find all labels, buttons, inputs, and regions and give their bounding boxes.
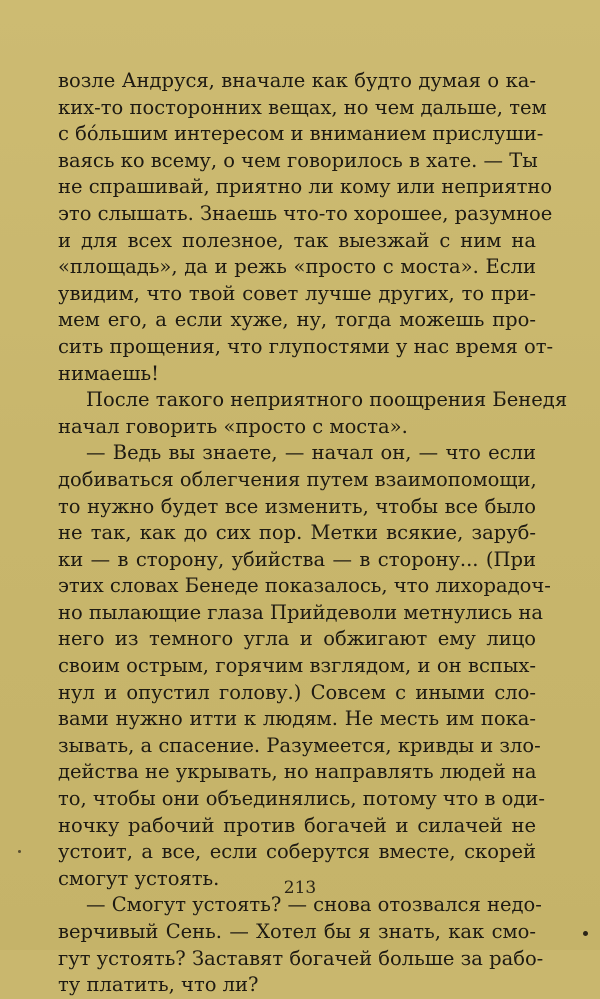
text-line: не так, как до сих пор. Метки всякие, заруб- [58,521,536,545]
page-speck [583,931,588,936]
text-line: «площадь», да и режь «просто с моста». Если [58,255,536,279]
text-line: возле Андруся, вначале как будто думая о ка- [58,69,536,92]
text-line: и для всех полезное, так выезжай с ним на [58,228,536,252]
text-line: но пылающие глаза Прийдеволи метнулись на [58,600,544,624]
text-line: ких-то посторонних вещах, но чем дальше, тем [58,95,547,119]
text-line: сить прощения, что глупостями у нас время от- [58,334,554,358]
text-line: нул и опустил голову.) Совсем с иными сло- [58,680,536,704]
text-line: то нужно будет все изменить, чтобы все было [58,494,536,518]
text-line: этих словах Бенеде показалось, что лихорадоч- [58,574,551,598]
text-line: увидим, что твой совет лучше других, то при- [58,281,536,305]
text-line: гут устоять? Заставят богачей больше за рабо- [58,946,544,970]
text-line: зывать, а спасение. Разумеется, кривды и зло- [58,733,541,757]
text-line: верчивый Сень. — Хотел бы я знать, как смо- [58,920,536,943]
text-line: ночку рабочий против богачей и силачей не [58,813,536,837]
text-line: устоит, а все, если соберутся вместе, скорей [58,840,536,864]
text-line: ваясь ко всему, о чем говорилось в хате. — Ты [58,148,538,172]
text-line: — Ведь вы знаете, — начал он, — что если [86,441,536,465]
text-line: смогут устоять. [58,866,220,890]
page-speck [18,850,21,853]
text-line: ки — в сторону, убийства — в сторону... (При [58,547,536,571]
text-line: это слышать. Знаешь что-то хорошее, разумное [58,201,553,225]
text-line: своим острым, горячим взглядом, и он вспых- [58,654,536,678]
text-line: действа не укрывать, но направлять людей на [58,760,537,784]
page-number: 213 [283,878,317,898]
body-text [58,68,568,999]
text-line: ту платить, что ли? [58,973,259,997]
text-line: мем его, а если хуже, ну, тогда можешь про- [58,308,536,332]
text-line: начал говорить «просто с моста». [58,414,408,438]
text-line: то, чтобы они объединялись, потому что в оди- [58,787,546,811]
text-line: нимаешь! [58,361,159,385]
text-line: После такого неприятного поощрения Бенедя [86,388,568,412]
text-line: добиваться облегчения путем взаимопомощи, [58,467,537,491]
text-line: — Смогут устоять? — снова отозвался недо- [86,893,542,917]
text-line: не спрашивай, приятно ли кому или неприятно [58,175,553,199]
text-line: вами нужно итти к людям. Не месть им пока- [58,707,536,731]
text-line: него из темного угла и обжигают ему лицо [58,627,536,651]
text-line: с бо́льшим интересом и вниманием прислуши- [58,122,544,146]
